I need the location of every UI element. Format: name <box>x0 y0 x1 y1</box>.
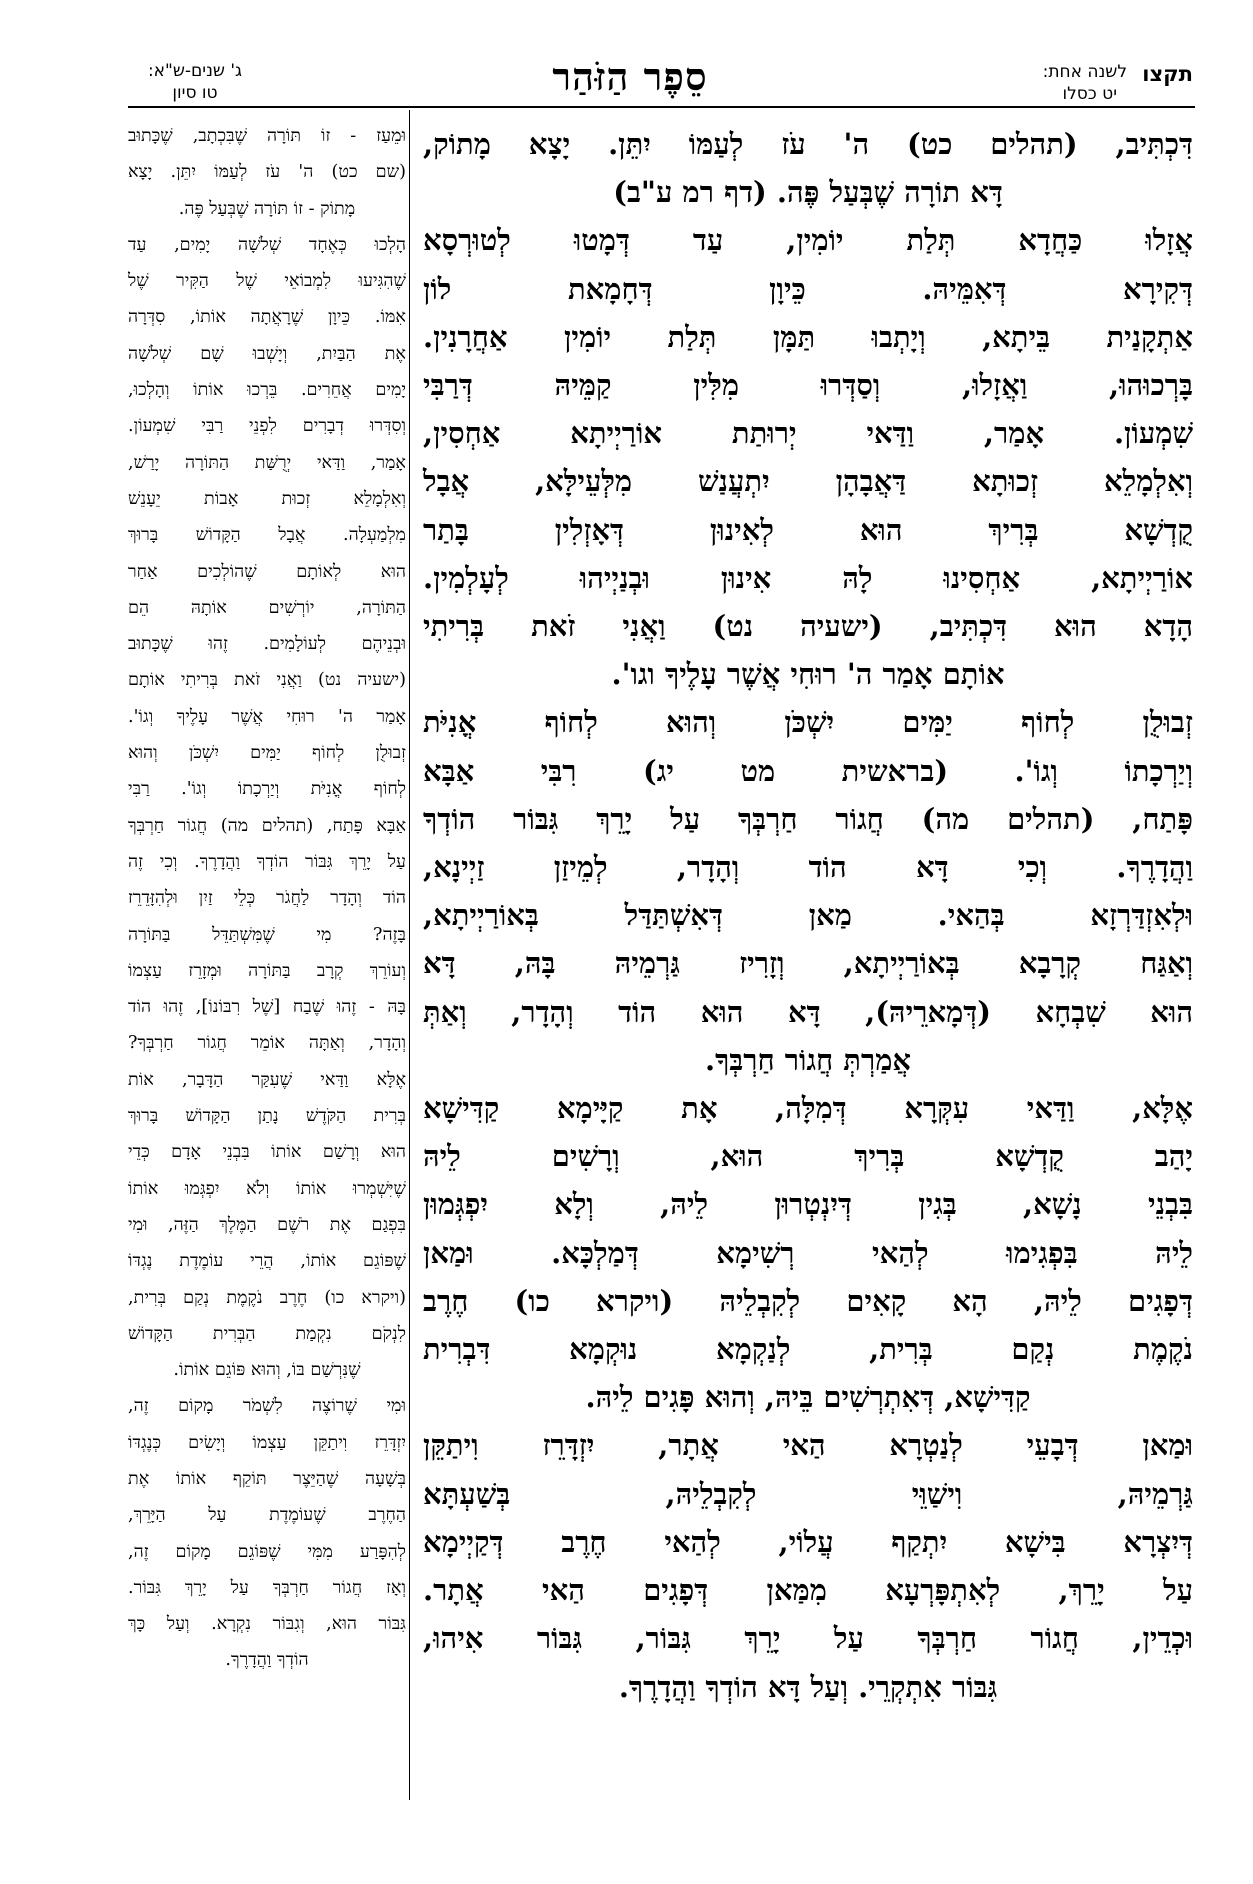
text-line: בְּרִית הַקֹּדֶשׁ נָתַן הַקָּדוֹשׁ בָּרוּךְ <box>128 1106 406 1127</box>
text-line: בָּזֶה? מִי שֶׁמִּשְׁתַּדֵּל בַּתּוֹרָה <box>128 924 406 945</box>
text-line: זְבוּלֻן לְחוֹף יַמִּים יִשְׁכֹּן וְהוּא לְחוֹף אֳנִיֹּת <box>423 705 1193 740</box>
text-line: מָתוֹק - זוֹ תּוֹרָה שֶׁבְּעַל פֶּה. <box>178 198 356 219</box>
text-line: וְאָז חֲגוֹר חַרְבְּךָ עַל יָרֵךְ גִּבּוֹר. <box>128 1577 406 1598</box>
text-line: זְבוּלֻן לְחוֹף יַמִּים יִשְׁכֹּן וְהוּא <box>128 743 406 764</box>
text-line: הוֹדְךָ וַהֲדָרֶךָ. <box>225 1650 309 1671</box>
text-line: אוֹתָם אָמַר ה' רוּחִי אֲשֶׁר עָלֶיךָ וגו'. <box>611 657 1005 692</box>
text-line: לְהִפָּרַע מִמִּי שֶׁפּוֹגֵם מָקוֹם זֶה, <box>128 1541 406 1562</box>
text-line: דְּיִצְרָא בִּישָׁא יִתְקַף עֲלוֹי, לְהַאי חֶרֶב דְּקַיְימָא <box>423 1524 1193 1559</box>
header-left <box>130 60 260 104</box>
text-line: בָּהּ - זֶהוּ שֶׁבַח [שֶׁל רִבּוֹנוֹ], זֶהוּ הוֹד <box>128 997 406 1018</box>
folio-number: תקצו <box>1142 62 1193 86</box>
text-line: וְעוֹרֵךְ קְרָב בַּתּוֹרָה וּמְזָרֵז עַצְמוֹ <box>128 960 406 981</box>
text-line: גִּבּוֹר הוּא, וְגִבּוֹר נִקְרָא. וְעַל כָּךְ <box>128 1614 406 1635</box>
text-line: בִּבְנֵי נָשָׁא, בְּגִין דְּיִנְטְרוּן לֵיהּ, וְלָא יִפְגְּמוּן <box>423 1187 1193 1222</box>
text-line: אָמַר, וַדַּאי יְרֻשַּׁת הַתּוֹרָה יָרַשׁ, <box>128 452 406 473</box>
text-line: דְּפָגִים לֵיהּ, הָא קָאִים לְקִבְלֵיהּ (ויקרא כו) חֶרֶב <box>423 1283 1193 1318</box>
text-line: וְאִלְמָלֵא זְכוּת אָבוֹת יֵעָנֵשׁ <box>128 488 406 509</box>
three-year-cycle-label: ג' שנים-ש"א: <box>147 61 243 81</box>
text-line: לֵיהּ בִּפְגִימוּ לְהַאי רְשִׁימָא דְּמַלְכָּא. וּמַאן <box>423 1235 1193 1270</box>
text-line: הוּא שִׁבְחָא (דְּמָארֵיהּ), דָּא הוּא הוֹד וְהָדָר, וְאַתְּ <box>423 994 1193 1029</box>
text-line: וְיַרְכָתוֹ וְגוֹ'. (בראשית מט יג) רִבִּי אַבָּא <box>423 753 1193 788</box>
text-line: אַבָּא פָּתַח, (תהלים מה) חֲגוֹר חַרְבְּךָ <box>128 815 406 836</box>
aramaic-text-column <box>423 120 1193 1711</box>
text-line: קַדִּישָׁא, דְּאִתְרְשִׁים בֵּיהּ, וְהוּא פָּגִים לֵיהּ. <box>585 1380 1031 1415</box>
text-line: שֶׁפּוֹגֵם אוֹתוֹ, הֲרֵי עוֹמֶדֶת נֶגְדּוֹ <box>128 1251 406 1272</box>
text-line: שֶׁיִּשְׁמְרוּ אוֹתוֹ וְלֹא יִפְגְּמוּ אוֹתוֹ <box>128 1178 406 1199</box>
text-line: הוֹד וְהָדָר לַחֲגֹר כְּלֵי זַיִן וּלְהִזָּדֵרֵז <box>128 888 406 909</box>
text-line: לִנְקֹם נִקְמַת הַבְּרִית הַקָּדוֹשׁ <box>128 1323 406 1344</box>
daily-cycle-label: לשנה אחת: <box>1042 62 1127 82</box>
three-year-cycle-date: טו סיון <box>172 83 218 103</box>
text-line: אוֹרַיְיתָא, אַחְסִינוּ לָהּ אִינוּן וּבְנַיְיהוּ לְעָלְמִין. <box>423 560 1193 595</box>
text-line: אֶלָּא, וַדַּאי עִקְּרָא דְּמִלָּה, אָת קַיָּימָא קַדִּישָׁא <box>423 1091 1193 1126</box>
text-line: וַהֲדָרֶךָ. וְכִי דָּא הוֹד וְהָדָר, לְמֵיזַן זַיְינָא, <box>423 850 1193 885</box>
hebrew-translation-column <box>128 118 406 1679</box>
text-line: וּלְאִזְדַּרְזָא בְּהַאי. מַאן דְּאִשְׁתַּדַּל בְּאוֹרַיְיתָא, <box>423 898 1193 933</box>
text-line: הוּא לְאוֹתָם שֶׁהוֹלְכִים אַחַר <box>128 561 406 582</box>
text-line: פָּתַח, (תהלים מה) חֲגוֹר חַרְבְּךָ עַל יָרֵךְ גִּבּוֹר הוֹדְךָ <box>423 801 1193 836</box>
column-divider <box>409 110 410 1800</box>
text-line: (ישעיה נט) וַאֲנִי זֹאת בְּרִיתִי אוֹתָם <box>128 670 406 691</box>
text-line: וְהָדָר, וְאַתָּה אוֹמֵר חֲגוֹר חַרְבְּךָ? <box>128 1033 406 1054</box>
text-line: עַל יָרֵךְ גִּבּוֹר הוֹדְךָ וַהֲדָרֶךָ. וְכִי זֶה <box>128 851 406 872</box>
text-line: שֶׁהִגִּיעוּ לִמְבוֹאֵי שֶׁל הַקִּיר שֶׁל <box>128 271 406 292</box>
text-line: אֲמַרְתְּ חֲגוֹר חַרְבְּךָ. <box>704 1042 912 1077</box>
header-rule <box>128 106 1195 108</box>
text-line: וּמַאן דְּבָעֵי לְנַטְרָא הַאי אֲתָר, יִזְדָּרֵז וִיתַקֵּן <box>423 1428 1193 1463</box>
text-line: קֻדְשָׁא בְּרִיךְ הוּא לְאִינוּן דְּאָזְלִין בָּתַר <box>423 512 1193 547</box>
text-line: וּמֵעַז - זוֹ תּוֹרָה שֶׁבִּכְתָב, שֶׁכָּתוּב <box>128 126 406 146</box>
text-line: בִּפְגַם אֶת רֹשֶׁם הַמֶּלֶךְ הַזֶּה, וּמִי <box>128 1214 406 1235</box>
text-line: אֶת הַבַּיִת, וְיָשְׁבוּ שָׁם שְׁלֹשָׁה <box>128 343 406 364</box>
text-line: מִלְמַעְלָה. אֲבָל הַקָּדוֹשׁ בָּרוּךְ <box>128 525 406 546</box>
text-line: דִּכְתִּיב, (תהלים כט) ה' עֹז לְעַמּוֹ יִתֵּן. יָצָא מָתוֹק, <box>423 127 1193 161</box>
text-line: עַל יָרֵךְ, לְאִתְפָּרְעָא מִמַּאן דְּפָגִים הַאי אֲתָר. <box>423 1573 1193 1608</box>
text-line: וְאַגַּח קְרָבָא בְּאוֹרַיְיתָא, וְזָרִיז גַּרְמֵיהּ בָּהּ, דָּא <box>423 946 1193 981</box>
text-line: הוּא וְרָשַׁם אוֹתוֹ בִּבְנֵי אָדָם כְּדֵי <box>128 1142 406 1163</box>
text-line: וְאִלְמָלֵא זְכוּתָא דַּאֲבָהָן יִתְעֲנַשׁ מִלְּעֵילָּא, אֲבָל <box>423 464 1193 499</box>
text-line: שֶׁנִּרְשַׁם בּוֹ, וְהוּא פּוֹגֵם אוֹתוֹ. <box>173 1360 361 1381</box>
text-line: הַתּוֹרָה, יוֹרְשִׁים אוֹתָהּ הֵם <box>128 597 406 618</box>
text-line: דְּקִירָא דְּאִמֵּיהּ. כֵּיוָן דְּחָמָאת לוֹן <box>423 271 1193 306</box>
text-line: אֶלָּא וַדַּאי שֶׁעִקַּר הַדָּבָר, אוֹת <box>128 1069 406 1090</box>
text-line: שִׁמְעוֹן. אָמַר, וַדַּאי יְרוּתַת אוֹרַיְיתָא אַחְסִין, <box>423 416 1193 451</box>
text-line: אֲזָלוּ כַּחֲדָא תְּלַת יוֹמִין, עַד דְּמָטוּ לְטוּרְסָא <box>423 223 1193 258</box>
text-line: אָמַר ה' רוּחִי אֲשֶׁר עָלֶיךָ וְגוֹ'. <box>128 706 406 727</box>
text-line: יָמִים אֲחֵרִים. בֵּרְכוּ אוֹתוֹ וְהָלְכוּ, <box>128 380 406 401</box>
text-line: (ויקרא כו) חֶרֶב נֹקֶמֶת נְקַם בְּרִית, <box>128 1287 406 1308</box>
text-line: בְּשָׁעָה שֶׁהַיֵּצֶר תּוֹקֵף אוֹתוֹ אֶת <box>128 1468 406 1489</box>
text-line: דָּא תוֹרָה שֶׁבְּעַל פֶּה. (דף רמ ע"ב) <box>613 175 1003 210</box>
header-right <box>1003 60 1193 104</box>
text-line: וּבְנֵיהֶם לְעוֹלָמִים. זֶהוּ שֶׁכָּתוּב <box>128 634 406 655</box>
text-line: נֹקֶמֶת נְקַם בְּרִית, לְנַקְמָא נוּקְמָא דִּבְרִית <box>423 1332 1193 1367</box>
text-line: וּכְדֵין, חֲגוֹר חַרְבְּךָ עַל יָרֵךְ גִּבּוֹר, גִּבּוֹר אִיהוּ, <box>423 1621 1193 1656</box>
text-line: יִזְדָּרֵז וִיתַקֵּן עַצְמוֹ וְיָשִׂים כְּנֶגְדּוֹ <box>128 1432 406 1453</box>
text-line: בָּרְכוּהוּ, וַאֲזָלוּ, וְסַדְּרוּ מִלִּין קַמֵּיהּ דְּרַבִּי <box>423 368 1193 403</box>
text-line: וְסִדְּרוּ דְבָרִים לִפְנֵי רַבִּי שִׁמְעוֹן. <box>128 416 406 437</box>
text-line: גַּרְמֵיהּ, וִישַׁוֵּי לְקִבְלֵיהּ, בְּשַׁעְתָּא <box>423 1476 1193 1511</box>
text-line: הָדָא הוּא דִּכְתִּיב, (ישעיה נט) וַאֲנִי זֹאת בְּרִיתִי <box>423 609 1193 644</box>
text-line: וּמִי שֶׁרוֹצֶה לִשְׁמֹר מָקוֹם זֶה, <box>128 1396 406 1417</box>
text-line: הָלְכוּ כְּאֶחָד שְׁלֹשָׁה יָמִים, עַד <box>128 234 406 255</box>
text-line: אַתְקָנַית בֵּיתָא, וְיָתְבוּ תַּמָּן תְּלַת יוֹמִין אַחֲרָנִין. <box>423 319 1193 354</box>
text-line: גִּבּוֹר אִתְקְרֵי. וְעַל דָּא הוֹדְךָ וַהֲדָרֶךָ. <box>618 1669 998 1704</box>
text-line: יָהַב קֻדְשָׁא בְּרִיךְ הוּא, וְרָשִׁים לֵיהּ <box>423 1139 1193 1174</box>
text-line: אִמּוֹ. כֵּיוָן שֶׁרָאֲתָה אוֹתוֹ, סִדְּרָה <box>128 307 406 328</box>
book-title: סֵפֶר הַזֹּהַר <box>552 54 708 99</box>
text-line: הַחֶרֶב שֶׁעוֹמֶדֶת עַל הַיָּרֵךְ, <box>128 1505 406 1526</box>
daily-cycle-date: יט כסלו <box>1062 84 1117 104</box>
text-line: (שם כט) ה' עֹז לְעַמּוֹ יִתֵּן. יָצָא <box>128 162 406 183</box>
text-line: לְחוֹף אֳנִיֹּת וְיַרְכָתוֹ וְגוֹ'. רַבִּי <box>128 779 406 800</box>
